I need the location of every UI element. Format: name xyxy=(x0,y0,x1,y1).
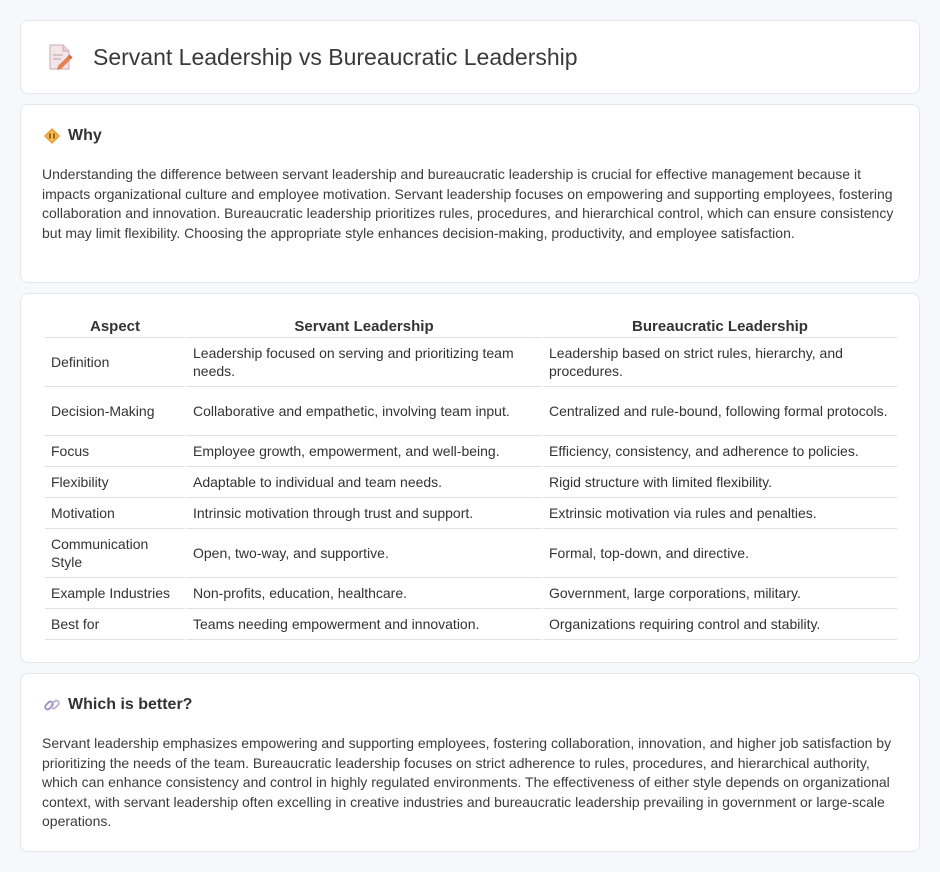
table-cell-aspect: Flexibility xyxy=(45,467,185,498)
table-header-row xyxy=(45,316,897,338)
diamond-warning-icon xyxy=(43,127,61,145)
table-header-aspect: Aspect xyxy=(45,316,185,338)
table-row xyxy=(45,387,897,436)
table-row xyxy=(45,467,897,498)
table-cell-bureaucratic: Centralized and rule-bound, following formal protocols. xyxy=(543,387,897,436)
table-row xyxy=(45,609,897,640)
comparison-section xyxy=(20,293,920,663)
table-header-bureaucratic: Bureaucratic Leadership xyxy=(543,316,897,338)
table-cell-aspect: Motivation xyxy=(45,498,185,529)
table-cell-aspect: Decision-Making xyxy=(45,387,185,436)
title-card xyxy=(20,20,920,94)
table-row xyxy=(45,529,897,578)
table-cell-aspect: Focus xyxy=(45,436,185,467)
table-cell-servant: Adaptable to individual and team needs. xyxy=(187,467,541,498)
table-cell-bureaucratic: Rigid structure with limited flexibility. xyxy=(543,467,897,498)
link-icon xyxy=(43,696,61,714)
table-cell-aspect: Definition xyxy=(45,338,185,387)
table-cell-servant: Collaborative and empathetic, involving team input. xyxy=(187,387,541,436)
table-row xyxy=(45,578,897,609)
comparison-table xyxy=(43,316,899,640)
table-cell-bureaucratic: Extrinsic motivation via rules and penalties. xyxy=(543,498,897,529)
table-cell-servant: Teams needing empowerment and innovation. xyxy=(187,609,541,640)
table-row xyxy=(45,436,897,467)
table-cell-bureaucratic: Formal, top-down, and directive. xyxy=(543,529,897,578)
table-cell-servant: Intrinsic motivation through trust and support. xyxy=(187,498,541,529)
why-header xyxy=(43,127,102,145)
table-cell-servant: Non-profits, education, healthcare. xyxy=(187,578,541,609)
why-heading: Why xyxy=(68,127,102,144)
table-cell-aspect: Communication Style xyxy=(45,529,185,578)
document-pen-icon xyxy=(47,43,73,71)
table-cell-servant: Leadership focused on serving and prioritizing team needs. xyxy=(187,338,541,387)
why-section xyxy=(20,104,920,283)
table-row xyxy=(45,338,897,387)
table-cell-bureaucratic: Efficiency, consistency, and adherence to policies. xyxy=(543,436,897,467)
table-cell-aspect: Example Industries xyxy=(45,578,185,609)
table-row xyxy=(45,498,897,529)
table-cell-servant: Employee growth, empowerment, and well-being. xyxy=(187,436,541,467)
table-cell-servant: Open, two-way, and supportive. xyxy=(187,529,541,578)
table-cell-aspect: Best for xyxy=(45,609,185,640)
better-text: Servant leadership emphasizes empowering and supporting employees, fostering collaboration, innovation, and higher job satisfaction by prioritizing the needs of the team. Bureaucratic leadership focuses on strict adherence to rules, procedures, and hierarchical authority, which can enhance consistency and control in highly regulated environments. The effectiveness of either style depends on organizational context, with servant leadership often excelling in creative industries and bureaucratic leadership prevailing in government or large-scale operations. xyxy=(42,735,892,829)
better-header xyxy=(43,696,192,714)
better-heading: Which is better? xyxy=(68,696,193,713)
page-title: Servant Leadership vs Bureaucratic Leadership xyxy=(93,43,578,70)
why-text: Understanding the difference between servant leadership and bureaucratic leadership is crucial for effective management because it impacts organizational culture and employee motivation. Servant leadership focuses on empowering and supporting employees, fostering collaboration and innovation. Bureaucratic leadership prioritizes rules, procedures, and hierarchical control, which can ensure consistency but may limit flexibility. Choosing the appropriate style enhances decision-making, productivity, and employee satisfaction. xyxy=(42,166,894,241)
which-is-better-section xyxy=(20,673,920,852)
table-cell-bureaucratic: Leadership based on strict rules, hierarchy, and procedures. xyxy=(543,338,897,387)
table-cell-bureaucratic: Organizations requiring control and stability. xyxy=(543,609,897,640)
table-header-servant: Servant Leadership xyxy=(187,316,541,338)
table-cell-bureaucratic: Government, large corporations, military. xyxy=(543,578,897,609)
title-row xyxy=(47,43,578,71)
